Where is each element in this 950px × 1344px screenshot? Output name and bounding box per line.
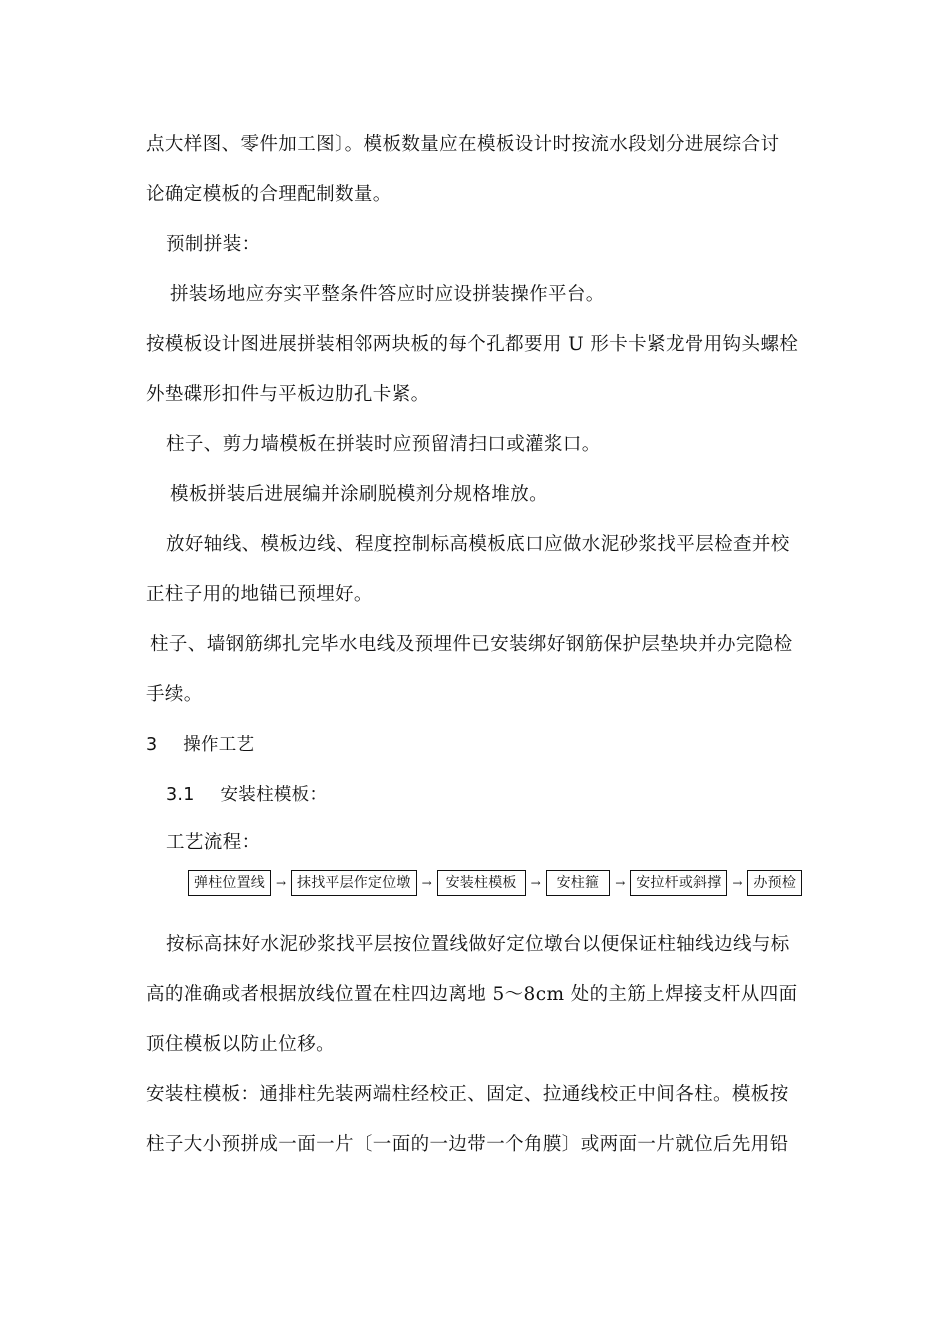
- section-heading: [146, 732, 806, 758]
- paragraph-line: 论确定模板的合理配制数量。: [146, 184, 392, 205]
- flow-step: 安装柱模板: [437, 870, 526, 896]
- paragraph-line: 点大样图、零件加工图〕。模板数量应在模板设计时按流水段划分进展综合讨: [146, 134, 780, 155]
- paragraph-line: 高的准确或者根据放线位置在柱四边离地 5～8cm 处的主筋上焊接支杆从四面: [146, 984, 798, 1005]
- paragraph-line: 正柱子用的地锚已预埋好。: [146, 584, 373, 605]
- paragraph-line: 外垫碟形扣件与平板边肋孔卡紧。: [146, 384, 430, 405]
- process-flow-diagram: [188, 869, 802, 897]
- subsection-number: 3.1: [166, 785, 195, 805]
- flow-step: 安柱箍: [546, 870, 611, 896]
- paragraph-line: 手续。: [146, 684, 203, 705]
- paragraph-line: 按标高抹好水泥砂浆找平层按位置线做好定位墩台以便保证柱轴线边线与标: [166, 934, 790, 955]
- arrow-right-icon: →: [732, 876, 743, 890]
- section-number: 3: [146, 735, 158, 755]
- flow-step: 抹找平层作定位墩: [291, 870, 417, 896]
- arrow-right-icon: →: [421, 876, 432, 890]
- paragraph-line: 按模板设计图进展拼装相邻两块板的每个孔都要用 U 形卡卡紧龙骨用钩头螺栓: [146, 334, 799, 355]
- paragraph-line: 预制拼装：: [166, 234, 261, 255]
- flow-label: 工艺流程：: [166, 832, 261, 853]
- arrow-right-icon: →: [530, 876, 541, 890]
- paragraph-line: 顶住模板以防止位移。: [146, 1034, 336, 1055]
- arrow-right-icon: →: [615, 876, 626, 890]
- subsection-heading: [166, 782, 826, 808]
- section-title: 操作工艺: [183, 735, 255, 755]
- paragraph-line: 模板拼装后进展编并涂刷脱模剂分规格堆放。: [170, 484, 549, 505]
- flow-step: 办预检: [747, 870, 802, 896]
- paragraph-line: 柱子、墙钢筋绑扎完毕水电线及预埋件已安装绑好钢筋保护层垫块并办完隐检: [150, 634, 793, 655]
- flow-step: 安拉杆或斜撑: [630, 870, 727, 896]
- paragraph-line: 放好轴线、模板边线、程度控制标高模板底口应做水泥砂浆找平层检查并校: [166, 534, 790, 555]
- arrow-right-icon: →: [275, 876, 287, 890]
- paragraph-line: 拼装场地应夯实平整条件答应时应设拼装操作平台。: [170, 284, 605, 305]
- paragraph-line: 柱子、剪力墙模板在拼装时应预留清扫口或灌浆口。: [166, 434, 601, 455]
- subsection-title: 安装柱模板：: [220, 785, 328, 805]
- flow-step: 弹柱位置线: [188, 870, 271, 896]
- paragraph-line: 柱子大小预拼成一面一片〔一面的一边带一个角膜〕或两面一片就位后先用铅: [146, 1134, 789, 1155]
- paragraph-line: 安装柱模板：通排柱先装两端柱经校正、固定、拉通线校正中间各柱。模板按: [146, 1084, 789, 1105]
